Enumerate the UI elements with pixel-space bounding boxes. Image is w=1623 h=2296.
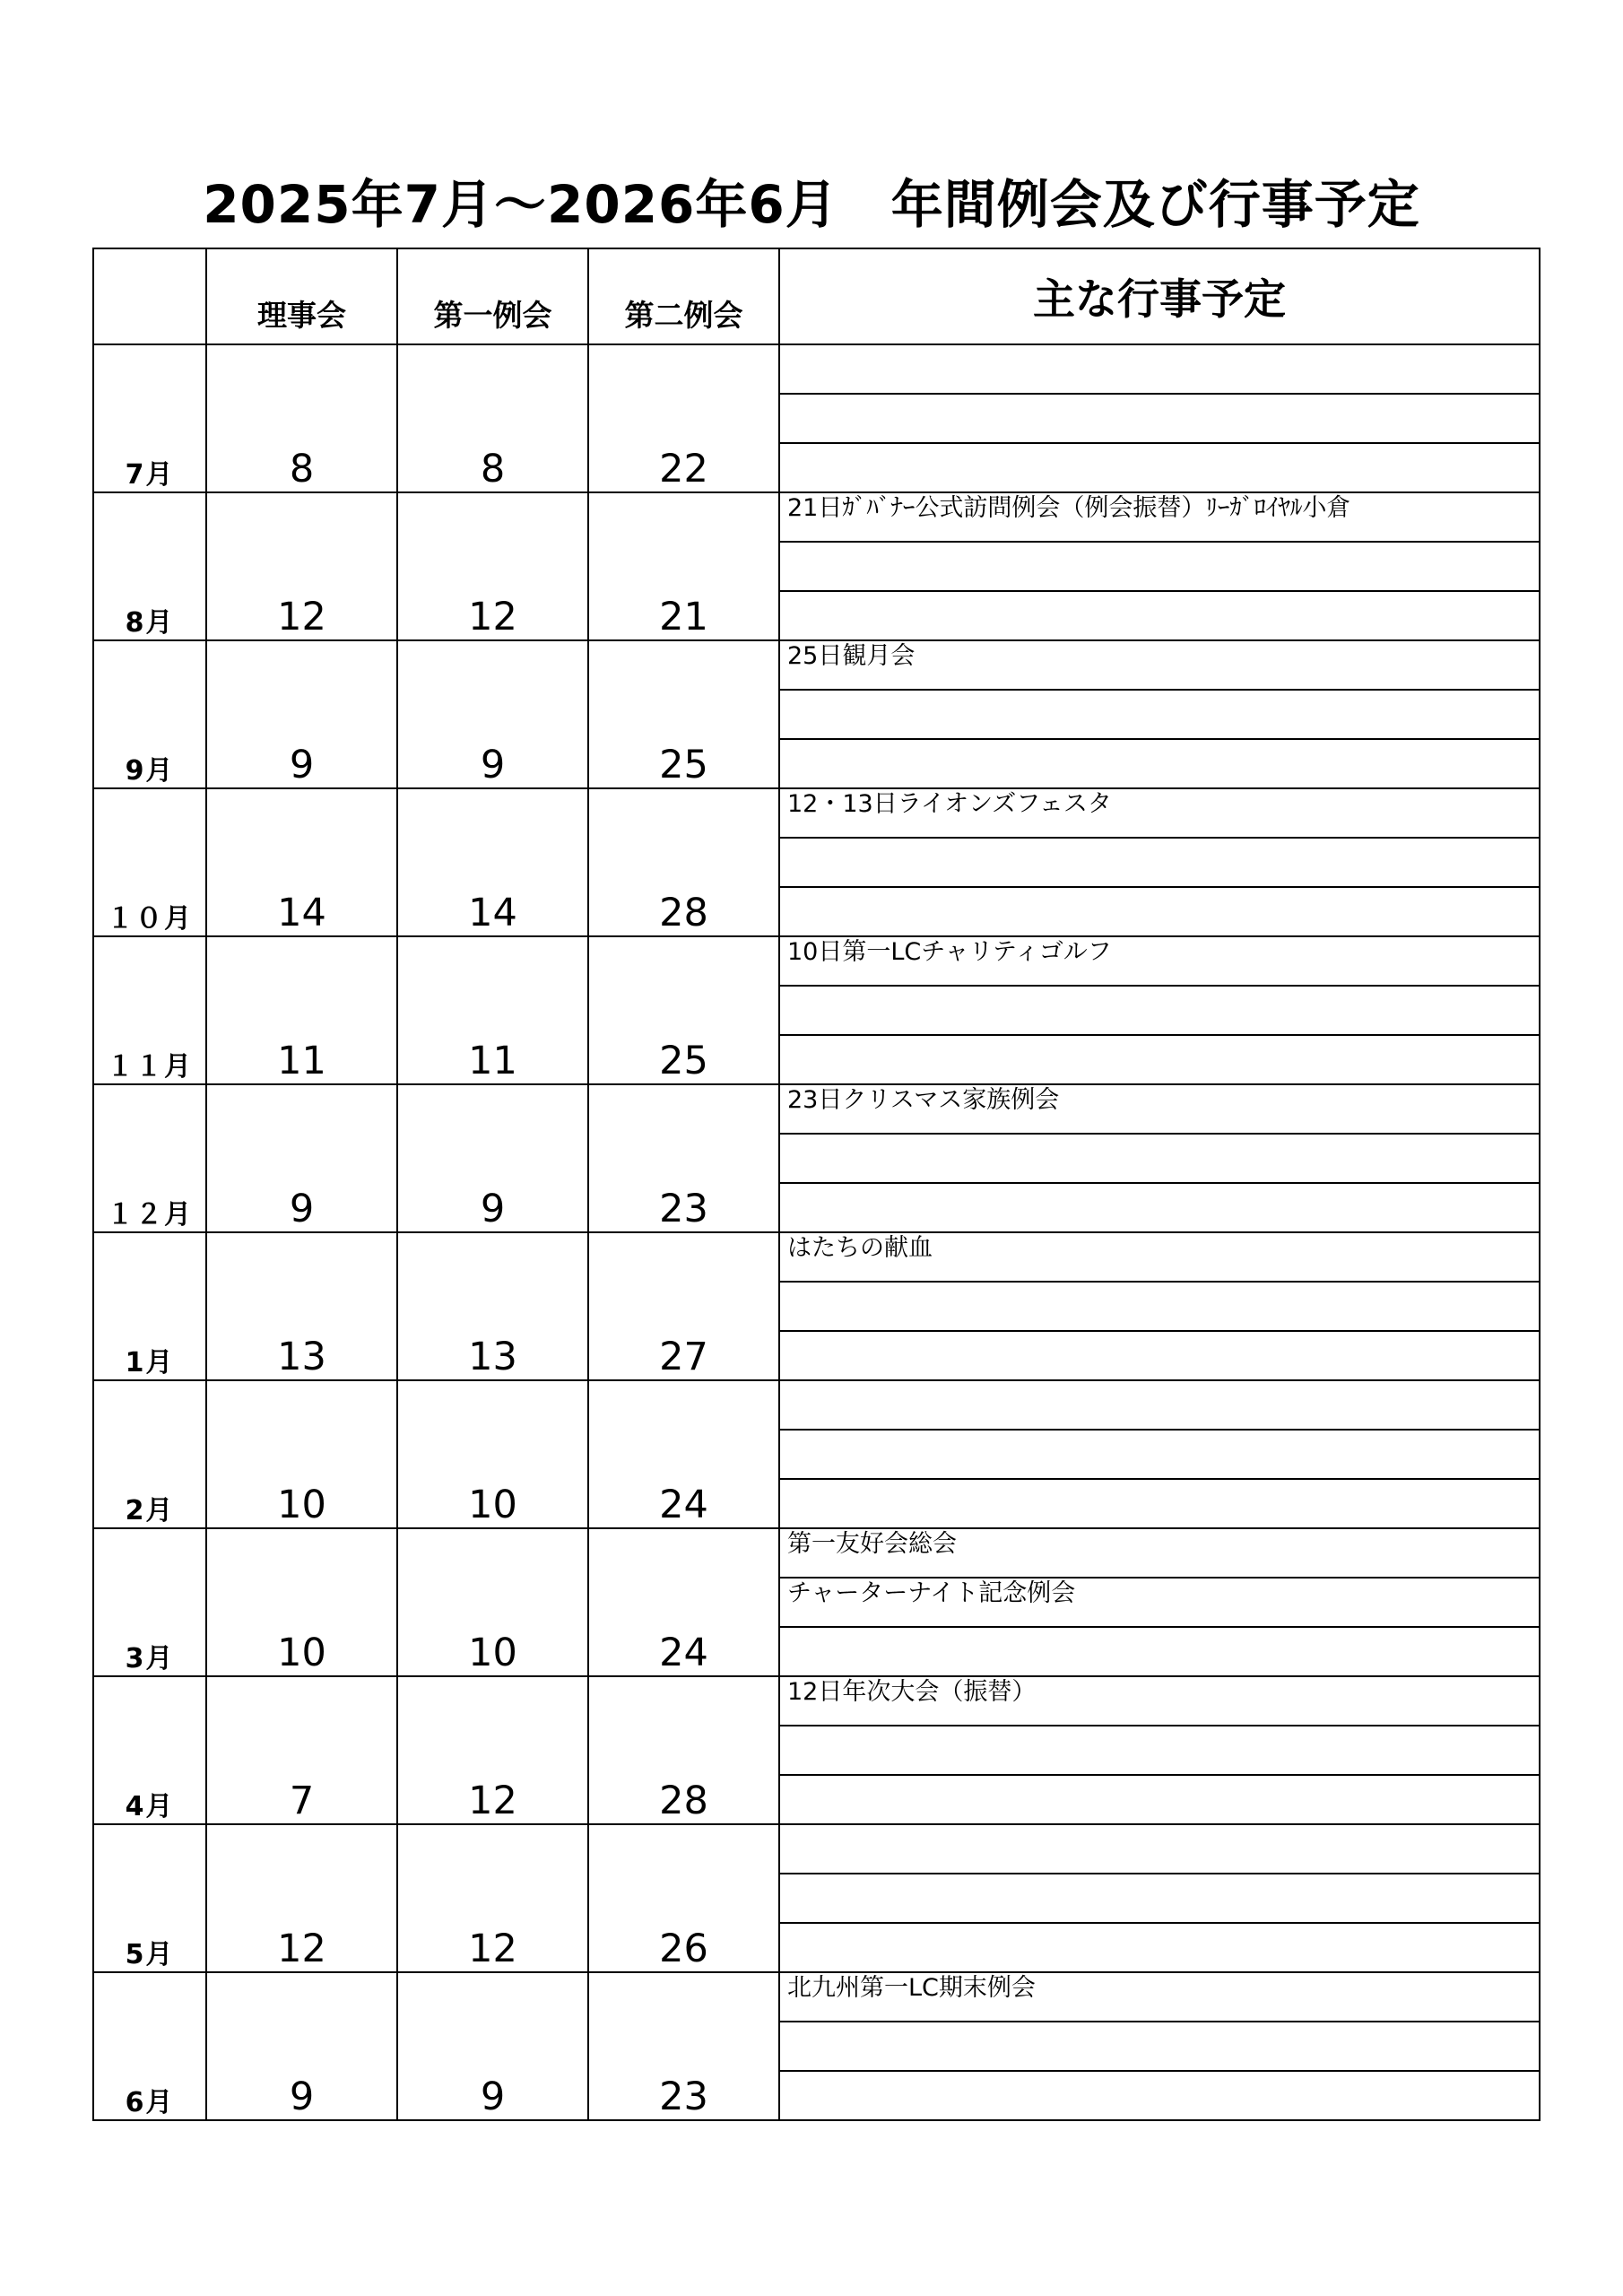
board-meeting-date: 10 <box>206 1528 397 1676</box>
events-cell <box>779 344 1540 492</box>
event-line <box>780 1628 1539 1675</box>
second-meeting-date: 21 <box>588 492 779 640</box>
month-label: １２月 <box>93 1084 206 1232</box>
board-meeting-date: 10 <box>206 1380 397 1528</box>
event-line: 12・13日ライオンズフェスタ <box>780 789 1539 839</box>
event-line: 北九州第一LC期末例会 <box>780 1973 1539 2022</box>
event-line <box>780 1036 1539 1083</box>
event-line <box>780 543 1539 592</box>
first-meeting-date: 12 <box>397 492 588 640</box>
event-line <box>780 1726 1539 1776</box>
table-row <box>93 640 1540 788</box>
second-meeting-date: 23 <box>588 1972 779 2120</box>
event-line <box>780 1825 1539 1874</box>
month-label: 4月 <box>93 1676 206 1824</box>
second-meeting-date: 27 <box>588 1232 779 1380</box>
event-line <box>780 888 1539 935</box>
first-meeting-date: 10 <box>397 1380 588 1528</box>
board-meeting-date: 12 <box>206 492 397 640</box>
board-meeting-date: 9 <box>206 640 397 788</box>
first-meeting-date: 9 <box>397 1084 588 1232</box>
event-line <box>780 1332 1539 1379</box>
event-line <box>780 395 1539 444</box>
events-cell <box>779 936 1540 1084</box>
second-meeting-date: 28 <box>588 788 779 936</box>
page-title: 2025年7月～2026年6月 年間例会及び行事予定 <box>203 174 1420 235</box>
table-row <box>93 936 1540 1084</box>
board-meeting-date: 9 <box>206 1972 397 2120</box>
second-meeting-date: 25 <box>588 936 779 1084</box>
event-line <box>780 1184 1539 1231</box>
table-row <box>93 1676 1540 1824</box>
event-line <box>780 444 1539 491</box>
event-line <box>780 345 1539 395</box>
event-line: 第一友好会総会 <box>780 1529 1539 1578</box>
first-meeting-date: 14 <box>397 788 588 936</box>
table-row <box>93 492 1540 640</box>
first-meeting-date: 12 <box>397 1676 588 1824</box>
event-line <box>780 1776 1539 1823</box>
schedule-table <box>92 248 1541 2121</box>
event-line <box>780 1480 1539 1527</box>
event-line: 10日第一LCチャリティゴルフ <box>780 937 1539 987</box>
event-line <box>780 691 1539 740</box>
event-line <box>780 1135 1539 1184</box>
table-row <box>93 1824 1540 1972</box>
events-cell <box>779 1232 1540 1380</box>
header-board-meeting: 理事会 <box>206 248 397 344</box>
events-cell <box>779 1972 1540 2120</box>
events-cell <box>779 640 1540 788</box>
event-line <box>780 987 1539 1036</box>
board-meeting-date: 8 <box>206 344 397 492</box>
events-cell <box>779 1380 1540 1528</box>
event-line: はたちの献血 <box>780 1233 1539 1283</box>
month-label: 3月 <box>93 1528 206 1676</box>
header-first-meeting: 第一例会 <box>397 248 588 344</box>
month-label: 7月 <box>93 344 206 492</box>
header-month <box>93 248 206 344</box>
event-line <box>780 839 1539 888</box>
month-label: 6月 <box>93 1972 206 2120</box>
first-meeting-date: 13 <box>397 1232 588 1380</box>
event-line <box>780 592 1539 639</box>
board-meeting-date: 9 <box>206 1084 397 1232</box>
event-line <box>780 1283 1539 1332</box>
second-meeting-date: 28 <box>588 1676 779 1824</box>
header-second-meeting: 第二例会 <box>588 248 779 344</box>
event-line <box>780 740 1539 787</box>
event-line <box>780 1924 1539 1971</box>
event-line <box>780 1874 1539 1924</box>
header-row <box>93 248 1540 344</box>
event-line: 23日クリスマス家族例会 <box>780 1085 1539 1135</box>
board-meeting-date: 13 <box>206 1232 397 1380</box>
first-meeting-date: 8 <box>397 344 588 492</box>
month-label: 1月 <box>93 1232 206 1380</box>
second-meeting-date: 24 <box>588 1380 779 1528</box>
event-line: 12日年次大会（振替） <box>780 1677 1539 1726</box>
table-row <box>93 1084 1540 1232</box>
month-label: １１月 <box>93 936 206 1084</box>
schedule-body <box>93 344 1540 2120</box>
board-meeting-date: 7 <box>206 1676 397 1824</box>
month-label: 2月 <box>93 1380 206 1528</box>
first-meeting-date: 9 <box>397 1972 588 2120</box>
event-line <box>780 2072 1539 2119</box>
second-meeting-date: 24 <box>588 1528 779 1676</box>
first-meeting-date: 12 <box>397 1824 588 1972</box>
month-label: 8月 <box>93 492 206 640</box>
event-line <box>780 1381 1539 1431</box>
second-meeting-date: 22 <box>588 344 779 492</box>
month-label: 9月 <box>93 640 206 788</box>
events-cell <box>779 1676 1540 1824</box>
events-cell <box>779 1824 1540 1972</box>
event-line: 21日ｶﾞﾊﾞﾅｰ公式訪問例会（例会振替）ﾘｰｶﾞﾛｲﾔﾙ小倉 <box>780 493 1539 543</box>
first-meeting-date: 10 <box>397 1528 588 1676</box>
second-meeting-date: 23 <box>588 1084 779 1232</box>
first-meeting-date: 9 <box>397 640 588 788</box>
header-events: 主な行事予定 <box>779 248 1540 344</box>
table-row <box>93 344 1540 492</box>
board-meeting-date: 11 <box>206 936 397 1084</box>
board-meeting-date: 14 <box>206 788 397 936</box>
table-row <box>93 1972 1540 2120</box>
event-line <box>780 1431 1539 1480</box>
first-meeting-date: 11 <box>397 936 588 1084</box>
events-cell <box>779 1528 1540 1676</box>
table-row <box>93 1528 1540 1676</box>
table-row <box>93 1380 1540 1528</box>
events-cell <box>779 1084 1540 1232</box>
second-meeting-date: 25 <box>588 640 779 788</box>
event-line: 25日観月会 <box>780 641 1539 691</box>
event-line <box>780 2022 1539 2072</box>
board-meeting-date: 12 <box>206 1824 397 1972</box>
second-meeting-date: 26 <box>588 1824 779 1972</box>
events-cell <box>779 492 1540 640</box>
table-row <box>93 788 1540 936</box>
table-row <box>93 1232 1540 1380</box>
month-label: 5月 <box>93 1824 206 1972</box>
events-cell <box>779 788 1540 936</box>
month-label: １０月 <box>93 788 206 936</box>
event-line: チャーターナイト記念例会 <box>780 1578 1539 1628</box>
